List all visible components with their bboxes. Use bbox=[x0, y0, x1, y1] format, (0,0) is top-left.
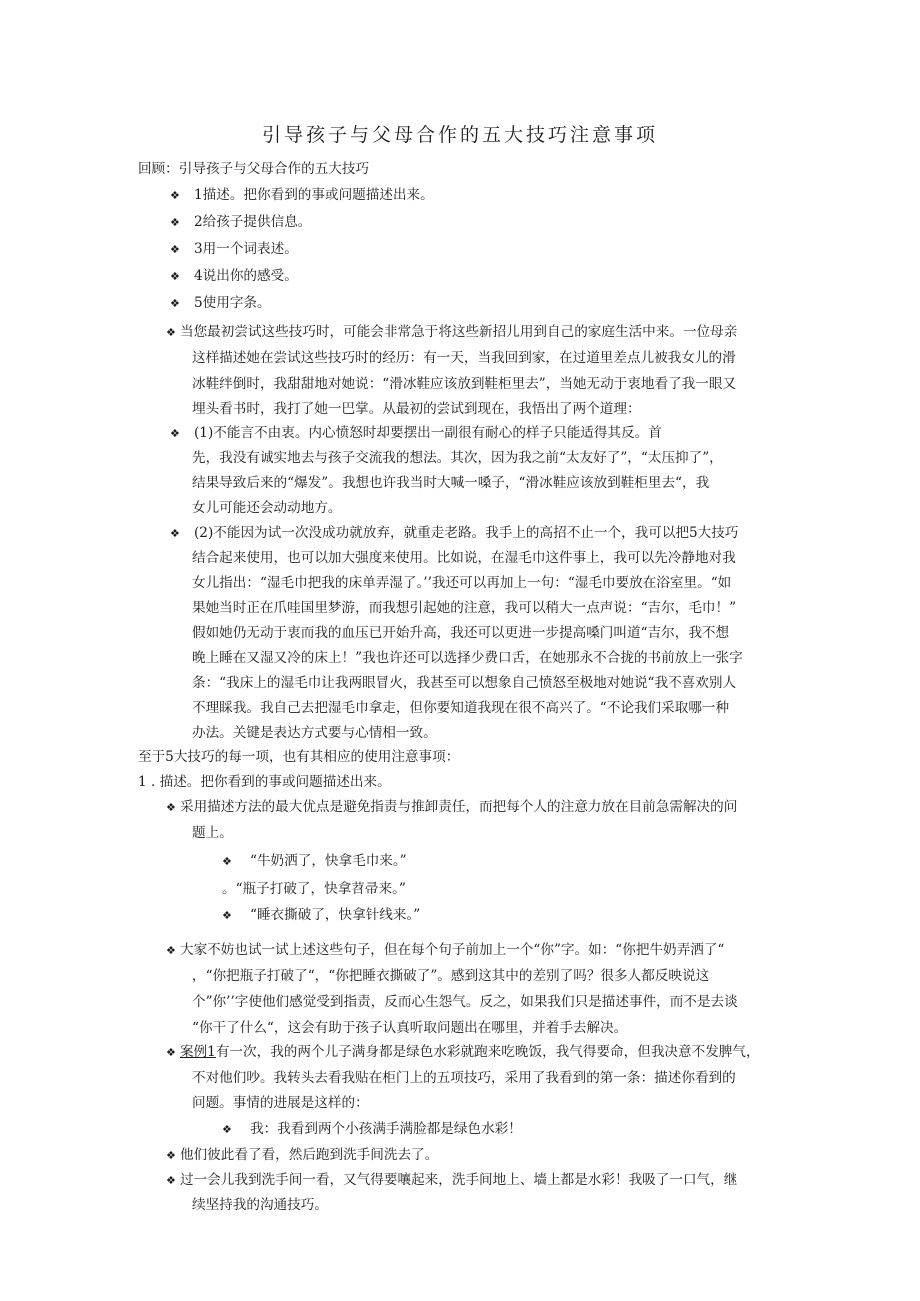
diamond-bullet-icon: ❖ bbox=[222, 1123, 232, 1136]
diamond-bullet-icon: ❖ bbox=[166, 801, 176, 814]
example-1: ❖ “牛奶洒了，快拿毛巾来。” bbox=[222, 853, 407, 869]
skill-item-5: ❖ 5使用字条。 bbox=[170, 295, 271, 311]
para3-line-2: 题上。 bbox=[192, 825, 233, 841]
diamond-bullet-icon: ❖ bbox=[166, 1149, 176, 1162]
diamond-bullet-icon: ❖ bbox=[166, 1174, 176, 1187]
para7-line-2: 续坚持我的沟通技巧。 bbox=[192, 1197, 328, 1213]
skill-item-1: ❖ 1描述。把你看到的事或问题描述出来。 bbox=[170, 187, 434, 203]
diamond-bullet-icon: ❖ bbox=[170, 189, 180, 202]
diamond-bullet-icon: ❖ bbox=[222, 909, 232, 922]
point1-line-2: 先，我没有诚实地去与孩子交流我的想法。其次，因为我之前“太友好了”，“太压抑了”， bbox=[192, 450, 723, 466]
para5-line-2: 不对他们吵。我转头去看我贴在柜门上的五项技巧，采用了我看到的第一条：描述你看到的 bbox=[192, 1070, 736, 1086]
example-2: 。“瓶子打破了，快拿苕帚来。” bbox=[222, 881, 406, 897]
quote-me: ❖ 我：我看到两个小孩满手满脸都是绿色水彩！ bbox=[222, 1121, 522, 1137]
para3-line-1: ❖ 采用描述方法的最大优点是避免指责与推卸责任，而把每个人的注意力放在目前急需解决的问 bbox=[166, 799, 738, 815]
diamond-bullet-icon: ❖ bbox=[166, 1046, 176, 1059]
diamond-bullet-icon: ❖ bbox=[170, 297, 180, 310]
diamond-bullet-icon: ❖ bbox=[170, 527, 180, 540]
diamond-bullet-icon: ❖ bbox=[170, 243, 180, 256]
diamond-bullet-icon: ❖ bbox=[170, 216, 180, 229]
para4-line-1: ❖ 大家不妨也试一试上述这些句子，但在每个句子前加上一个“你”字。如：“你把牛奶弄洒了“ bbox=[166, 942, 725, 958]
point1-line-4: 女儿可能还会动动地方。 bbox=[192, 500, 342, 516]
point2-line-2: 结合起来使用，也可以加大强度来使用。比如说，在湿毛巾这件事上，我可以先冷静地对我 bbox=[192, 550, 736, 566]
point2-line-8: 不理睬我。我自己去把湿毛巾拿走，但你要知道我现在很不高兴了。“不论我们采取哪一种 bbox=[192, 700, 730, 716]
para5-line-1: ❖ 案例1有一次，我的两个儿子满身都是绿色水彩就跑来吃晚饭，我气得要命，但我决意不发脾气， bbox=[166, 1044, 760, 1060]
diamond-bullet-icon: ❖ bbox=[170, 427, 180, 440]
para1-line-4: 埋头看书时，我打了她一巴掌。从最初的尝试到现在，我悟出了两个道理： bbox=[192, 401, 641, 417]
point2-line-6: 晚上睡在又湿又冷的床上！”我也许还可以选择少费口舌，在她那永不合拢的书前放上一张字 bbox=[192, 650, 743, 666]
case-label: 案例1 bbox=[180, 1044, 216, 1060]
para4-line-3: 个”你’’字使他们感觉受到指责，反而心生怨气。反之，如果我们只是描述事件，而不是去谈 bbox=[192, 994, 738, 1010]
para5-line-3: 问题。事情的进展是这样的： bbox=[192, 1095, 369, 1111]
skill-item-4: ❖ 4说出你的感受。 bbox=[170, 268, 298, 284]
para4-line-2: ，“你把瓶子打破了“，“你把睡衣撕破了”。感到这其中的差别了吗？很多人都反映说这 bbox=[192, 968, 710, 984]
skill-item-3: ❖ 3用一个词表述。 bbox=[170, 241, 298, 257]
point2-line-4: 果她当时正在爪哇国里梦游，而我想引起她的注意，我可以稍大一点声说：“吉尔，毛巾！” bbox=[192, 600, 737, 616]
para6: ❖ 他们彼此看了看，然后跑到洗手间洗去了。 bbox=[166, 1147, 439, 1163]
para1-line-3: 冰鞋绊倒时，我甜甜地对她说：“滑冰鞋应该放到鞋柜里去”，当她无动于衷地看了我一眼又 bbox=[192, 376, 737, 392]
point1-line-1: ❖ (1)不能言不由衷。内心愤怒时却要摆出一副很有耐心的样子只能适得其反。首 bbox=[170, 425, 662, 441]
para7-line-1: ❖ 过一会儿我到洗手间一看，又气得要嚷起来，洗手间地上、墙上都是水彩！我吸了一口气，继 bbox=[166, 1172, 738, 1188]
point2-line-9: 办法。关键是表达方式要与心情相一致。 bbox=[192, 725, 437, 741]
review-line: 回顾：引导孩子与父母合作的五大技巧 bbox=[138, 161, 370, 177]
section-1-heading: 1 . 描述。把你看到的事或问题描述出来。 bbox=[138, 774, 391, 790]
point2-line-1: ❖ (2)不能因为试一次没成功就放弃，就重走老路。我手上的高招不止一个，我可以把5大技巧 bbox=[170, 525, 739, 541]
point1-line-3: 结果导致后来的“爆发”。我想也许我当时大喊一嗓子，“滑冰鞋应该放到鞋柜里去“，我 bbox=[192, 475, 710, 491]
para1-line-2: 这样描述她在尝试这些技巧时的经历：有一天，当我回到家，在过道里差点儿被我女儿的滑 bbox=[192, 350, 736, 366]
example-3: ❖ “睡衣撕破了，快拿针线来。” bbox=[222, 907, 421, 923]
diamond-bullet-icon: ❖ bbox=[166, 944, 176, 957]
para1-line-1: ❖ 当您最初尝试这些技巧时，可能会非常急于将这些新招儿用到自己的家庭生活中来。一位母亲 bbox=[166, 324, 738, 340]
point2-line-7: 条：“我床上的湿毛巾让我两眼冒火，我甚至可以想象自己愤怒至极地对她说“我不喜欢别人 bbox=[192, 675, 737, 691]
diamond-bullet-icon: ❖ bbox=[170, 270, 180, 283]
point2-line-3: 女儿指出：“湿毛巾把我的床单弄湿了。’’我还可以再加上一句：“湿毛巾要放在浴室里。“如 bbox=[192, 575, 732, 591]
diamond-bullet-icon: ❖ bbox=[166, 326, 176, 339]
diamond-bullet-icon: ❖ bbox=[222, 855, 232, 868]
skill-item-2: ❖ 2给孩子提供信息。 bbox=[170, 214, 312, 230]
notes-intro: 至于5大技巧的每一项，也有其相应的使用注意事项： bbox=[138, 749, 460, 765]
point2-line-5: 假如她仍无动于衷而我的血压已开始升高，我还可以更进一步提高嗓门叫道“吉尔，我不想 bbox=[192, 625, 730, 641]
document-title: 引导孩子与父母合作的五大技巧注意事项 bbox=[261, 124, 658, 146]
para4-line-4: “你干了什么“，这会有助于孩子认真听取问题出在哪里，并着手去解决。 bbox=[192, 1020, 628, 1036]
